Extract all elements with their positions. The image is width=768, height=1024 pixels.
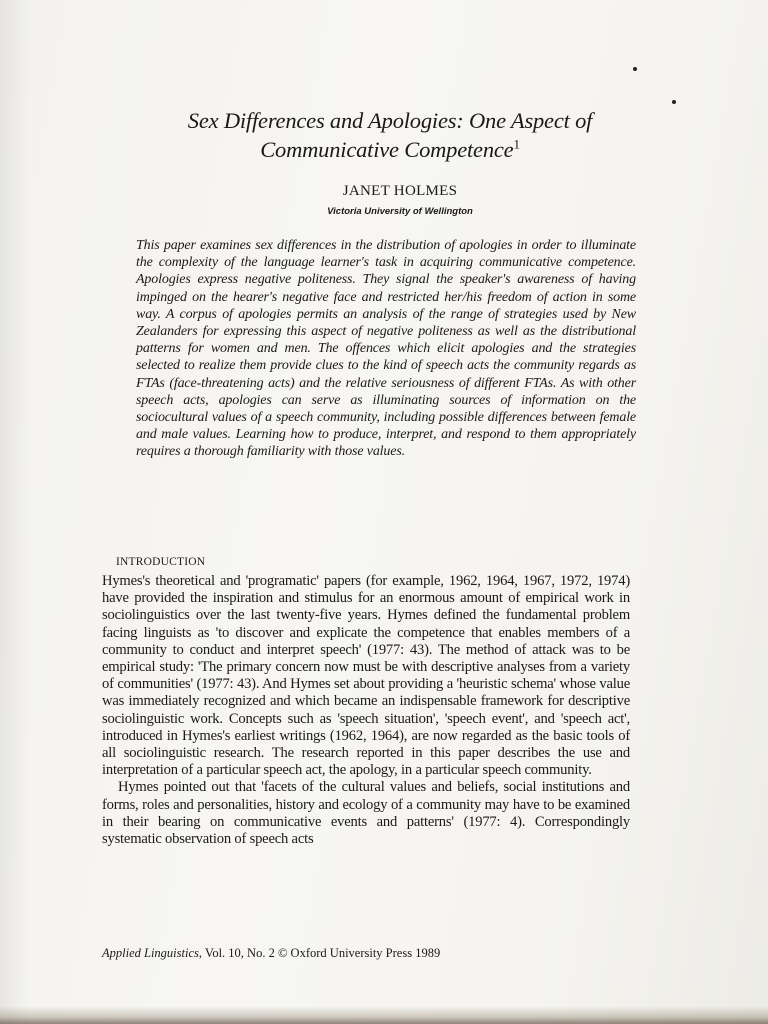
speck <box>633 67 637 71</box>
journal-footer <box>102 946 440 961</box>
paragraph: Hymes's theoretical and 'programatic' papers (for example, 1962, 1964, 1967, 1972, 1974) have provided the inspiration and stimulus for an enormous amount of empirical work in sociolinguistics over the last twenty-five years. Hymes defined the fundamental problem facing linguists as 'to discover and explicate the competence that enables members of a community to conduct and interpret speech' (1977: 43). The method of attack was to be empirical study: 'The primary concern now must be with descriptive analyses from a variety of communities' (1977: 43). And Hymes set about providing a 'heuristic schema' whose value was immediately recognized and which became an indispensable framework for descriptive sociolinguistic work. Concepts such as 'speech situation', 'speech event', and 'speech act', introduced in Hymes's earliest writings (1962, 1964), are now regarded as the basic tools of all sociolinguistic research. The research reported in this paper describes the use and interpretation of a particular speech act, the apology, in a particular speech community. <box>102 573 630 779</box>
paper-title <box>100 106 680 164</box>
title-line-1: Sex Differences and Apologies: One Aspect of <box>187 108 593 133</box>
title-footnote-marker: 1 <box>513 136 520 152</box>
paragraph: Hymes pointed out that 'facets of the cultural values and beliefs, social institutions and forms, roles and personalities, history and ecology of a community may have to be examined in their bearing on communicative events and patterns' (1977: 4). Correspondingly systematic observation of speech acts <box>102 779 630 848</box>
author-name: JANET HOLMES <box>342 183 458 199</box>
author-affiliation: Victoria University of Wellington <box>327 206 473 217</box>
page-shadow <box>0 0 30 1024</box>
body-text <box>102 573 630 848</box>
title-line-2-text: Communicative Competence <box>260 137 514 162</box>
journal-issue: , Vol. 10, No. 2 © Oxford University Press 1989 <box>198 946 441 960</box>
speck <box>672 100 676 104</box>
journal-name: Applied Linguistics <box>102 946 199 960</box>
section-heading: INTRODUCTION <box>116 556 206 568</box>
title-line-2 <box>100 135 680 164</box>
abstract: This paper examines sex differences in the distribution of apologies in order to illuminate the complexity of the language learner's task in acquiring communicative competence. Apologies express negative politeness. They signal the speaker's awareness of having impinged on the hearer's negative face and restricted her/his freedom of action in some way. A corpus of apologies permits an analysis of the range of strategies used by New Zealanders for expressing this aspect of negative politeness as well as the distributional patterns for women and men. The offences which elicit apologies and the strategies selected to realize them provide clues to the kind of speech acts the community regards as FTAs (face-threatening acts) and the relative seriousness of different FTAs. As with other speech acts, apologies can serve as illuminating sources of information on the sociocultural values of a speech community, including possible differences between female and male values. Learning how to produce, interpret, and respond to them appropriately requires a thorough familiarity with those values. <box>136 238 636 460</box>
page-edge <box>0 1006 768 1024</box>
